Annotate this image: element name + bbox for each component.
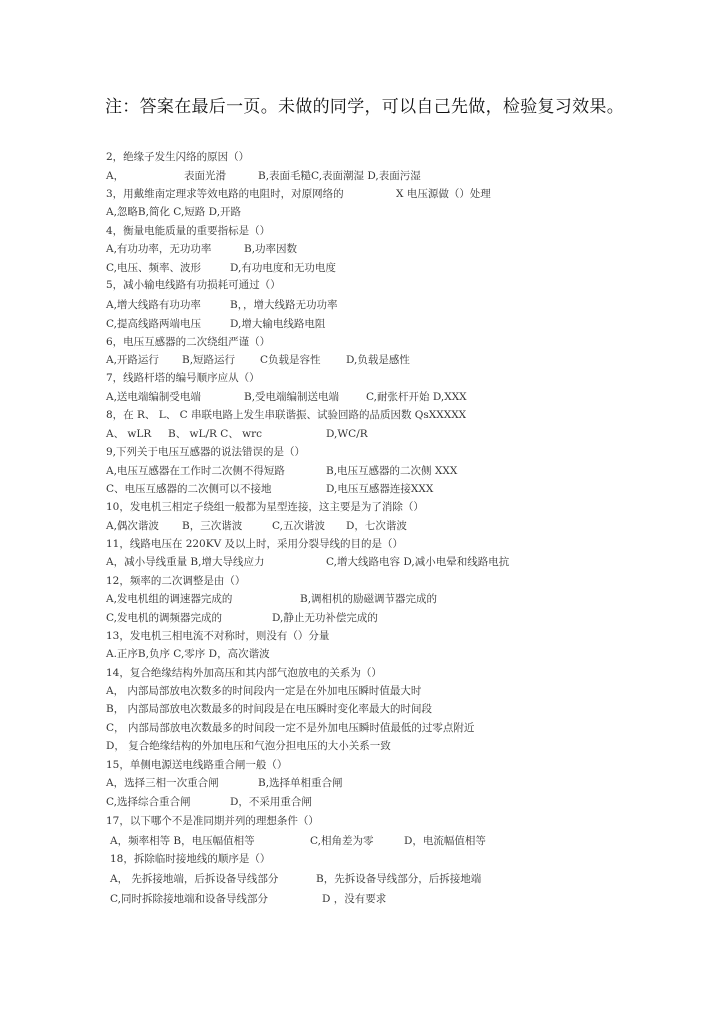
question-7-stem: 7，线路杆塔的编号顺序应从（） bbox=[106, 372, 260, 384]
q2-option-a: A， bbox=[106, 170, 125, 182]
question-3-stem-a: 3，用戴维南定理求等效电路的电阻时，对原网络的 bbox=[106, 188, 344, 200]
q9-option-a: A,电压互感器在工作时二次侧不得短路 bbox=[106, 465, 285, 477]
q12-option-c: C,发电机的调频器完成的 bbox=[106, 612, 222, 624]
question-11-stem: 11，线路电压在 220KV 及以上时，采用分裂导线的目的是（） bbox=[106, 538, 404, 550]
q11-options-ab: A，减小导线重量 B,增大导线应力 bbox=[106, 556, 265, 568]
q8-option-d: D,WC/R bbox=[326, 428, 368, 440]
q15-option-d: D，不采用重合闸 bbox=[230, 796, 312, 808]
q5-option-a: A,增大线路有功功率 bbox=[106, 299, 201, 311]
q4-option-b: B,功率因数 bbox=[244, 243, 298, 255]
q6-option-b: B,短路运行 bbox=[182, 354, 236, 366]
question-10-stem: 10，发电机三相定子绕组一般都为星型连接，这主要是为了消除（） bbox=[106, 501, 424, 513]
q6-option-a: A,开路运行 bbox=[106, 354, 159, 366]
q14-option-a: A， 内部局部放电次数多的时间段内一定是在外加电压瞬时值最大时 bbox=[106, 685, 422, 697]
q4-option-d: D,有功电度和无功电度 bbox=[230, 262, 336, 274]
question-8-stem: 8，在 R、 L、 C 串联电路上发生串联谐振、试验回路的品质因数 QsXXXXX bbox=[106, 409, 467, 421]
q2-options-bcd: B,表面毛糙C,表面潮湿 D,表面污湿 bbox=[258, 170, 421, 182]
q15-option-a: A，选择三相一次重合闸 bbox=[106, 777, 219, 789]
question-18-stem: 18，拆除临时接地线的顺序是（） bbox=[110, 853, 271, 865]
q10-option-c: C,五次谐波 bbox=[272, 520, 325, 532]
q10-option-a: A,偶次谐波 bbox=[106, 520, 159, 532]
q5-option-b: B，，增大线路无功功率 bbox=[230, 299, 338, 311]
q14-option-b: B， 内部局部放电次数最多的时间段是在电压瞬时变化率最大的时间段 bbox=[106, 703, 433, 715]
q6-option-d: D,负载是感性 bbox=[346, 354, 410, 366]
q8-option-a: A、 wLR bbox=[106, 428, 152, 440]
q17-option-c: C,相角差为零 bbox=[310, 835, 374, 847]
question-4-stem: 4，衡量电能质量的重要指标是（） bbox=[106, 225, 271, 237]
question-6-stem: 6，电压互感器的二次绕组严谨（） bbox=[106, 336, 271, 348]
q18-option-b: B，先拆设备导线部分，后拆接地端 bbox=[316, 873, 482, 885]
question-17-stem: 17，以下哪个不是准同期并列的理想条件（） bbox=[106, 815, 319, 827]
q12-option-d: D,静止无功补偿完成的 bbox=[272, 612, 378, 624]
q18-option-a: A， 先拆接地端，后拆设备导线部分 bbox=[110, 873, 279, 885]
question-13-stem: 13，发电机三相电流不对称时，则没有（）分量 bbox=[106, 630, 330, 642]
q7-option-b: B,受电端编制送电端 bbox=[244, 391, 340, 403]
q5-option-d: D,增大输电线路电阻 bbox=[230, 318, 326, 330]
question-14-stem: 14，复合绝缘结构外加高压和其内部气泡放电的关系为（） bbox=[106, 667, 382, 679]
q10-option-b: B，三次谐波 bbox=[182, 520, 243, 532]
question-12-stem: 12，频率的二次调整是由（） bbox=[106, 575, 246, 587]
q15-option-c: C,选择综合重合闸 bbox=[106, 796, 191, 808]
q5-option-c: C,提高线路两端电压 bbox=[106, 318, 201, 330]
question-3-stem-b: X 电压源做（）处理 bbox=[396, 188, 491, 200]
q4-option-a: A,有功功率，无功功率 bbox=[106, 243, 212, 255]
question-9-stem: 9,下列关于电压互感器的说法错误的是（） bbox=[106, 446, 306, 458]
q4-option-c: C,电压、频率、波形 bbox=[106, 262, 201, 274]
question-2-stem: 2，绝缘子发生闪络的原因（） bbox=[106, 151, 250, 163]
q9-option-b: B,电压互感器的二次侧 XXX bbox=[326, 465, 458, 477]
q10-option-d: D，七次谐波 bbox=[346, 520, 407, 532]
q2-option-a-text: 表面光滑 bbox=[184, 170, 226, 182]
question-15-stem: 15，单侧电源送电线路重合闸一般（） bbox=[106, 759, 288, 771]
q18-option-c: C,同时拆除接地端和设备导线部分 bbox=[110, 893, 268, 905]
q14-option-c: C， 内部局部放电次数最多的时间段一定不是外加电压瞬时值最低的过零点附近 bbox=[106, 722, 475, 734]
q9-option-c: C、电压互感器的二次侧可以不接地 bbox=[106, 483, 272, 495]
q8-options-bc: B、 wL/R C、 wrc bbox=[168, 428, 263, 440]
q3-options: A,忽略B,简化 C,短路 D,开路 bbox=[106, 206, 242, 218]
q18-option-d: D ，没有要求 bbox=[322, 893, 387, 905]
q17-options-ab: A，频率相等 B，电压幅值相等 bbox=[110, 835, 255, 847]
q13-options: A.正序B,负序 C,零序 D，高次谐波 bbox=[106, 648, 270, 660]
q12-option-b: B,调相机的励磁调节器完成的 bbox=[300, 593, 438, 605]
q11-options-cd: C,增大线路电容 D,减小电晕和线路电抗 bbox=[326, 556, 510, 568]
q17-option-d: D，电流幅值相等 bbox=[404, 835, 486, 847]
q15-option-b: B,选择单相重合闸 bbox=[258, 777, 343, 789]
q9-option-d: D,电压互感器连接XXX bbox=[326, 483, 434, 495]
q14-option-d: D， 复合绝缘结构的外加电压和气泡分担电压的大小关系一致 bbox=[106, 740, 391, 752]
answer-note: 注：答案在最后一页。未做的同学，可以自己先做，检验复习效果。 bbox=[105, 97, 624, 117]
q6-option-c: C负载是容性 bbox=[260, 354, 321, 366]
q12-option-a: A,发电机组的调速器完成的 bbox=[106, 593, 233, 605]
q7-options-cd: C,耐张杆开始 D,XXX bbox=[366, 391, 467, 403]
question-5-stem: 5，减小输电线路有功损耗可通过（） bbox=[106, 279, 281, 291]
q7-option-a: A,送电端编制受电端 bbox=[106, 391, 201, 403]
